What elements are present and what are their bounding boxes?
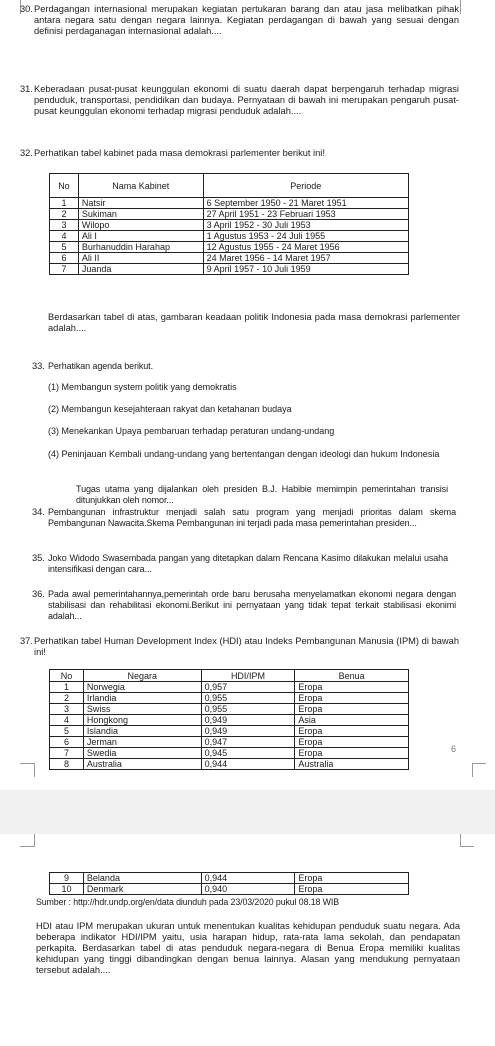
table-cell: 0,944 xyxy=(201,873,295,884)
table-cell: 0,945 xyxy=(201,748,295,759)
agenda-number: (2) xyxy=(48,404,59,414)
corner-mark xyxy=(34,834,35,847)
table-header-row xyxy=(50,174,409,198)
table-cell: Eropa xyxy=(295,704,409,715)
question-intro: Perhatikan agenda berikut. xyxy=(48,361,153,371)
page-number: 6 xyxy=(451,744,457,754)
table-header: Benua xyxy=(295,670,409,682)
hdi-table xyxy=(49,669,409,770)
page-gap xyxy=(0,790,495,834)
page-2 xyxy=(0,834,495,1046)
table-cell: 3 xyxy=(50,220,79,231)
table-cell: Belanda xyxy=(83,873,201,884)
question-number: 33. xyxy=(32,361,45,371)
agenda-item xyxy=(48,382,458,393)
table-cell: Eropa xyxy=(295,737,409,748)
table-cell: Eropa xyxy=(295,873,409,884)
question-text: HDI atau IPM merupakan ukuran untuk menentukan kualitas kehidupan penduduk suatu negara. Ada beberapa indikator HDI/IPM yaitu, usia harapan hidup, rata-rata lama sekolah, dan pendapatan perkapita. Berdasarkan tabel di atas penduduk negara-negara di Benua Eropa memiliki kualitas kehidupan yang tinggi dibandingkan dengan benua lainnya. Alasan yang mendukung pernyataan tersebut adalah.... xyxy=(36,921,460,975)
question-number: 35. xyxy=(32,553,45,563)
question-text: Joko Widodo Swasembada pangan yang ditetapkan dalam Rencana Kasimo dilakukan melalui usaha intensifikasi dengan cara... xyxy=(48,553,448,574)
table-row xyxy=(50,264,409,275)
table-cell: Jerman xyxy=(83,737,201,748)
table-cell: Ali II xyxy=(78,253,203,264)
table-cell: 6 September 1950 - 21 Maret 1951 xyxy=(203,198,408,209)
table-cell: Eropa xyxy=(295,884,409,895)
source-text: Sumber : http://hdr.undp.org/en/data diunduh pada 23/03/2020 pukul 08.18 WIB xyxy=(36,897,339,907)
table-cell: 0,940 xyxy=(201,884,295,895)
table-cell: Juanda xyxy=(78,264,203,275)
table-cell: 1 xyxy=(50,682,84,693)
table-row xyxy=(50,209,409,220)
table-cell: 9 April 1957 - 10 Juli 1959 xyxy=(203,264,408,275)
agenda-item xyxy=(48,426,458,437)
table-cell: 27 April 1951 - 23 Februari 1953 xyxy=(203,209,408,220)
question-32-prompt xyxy=(48,312,460,334)
question-number: 37. xyxy=(20,636,33,646)
table-cell: 0,947 xyxy=(201,737,295,748)
table-row xyxy=(50,220,409,231)
corner-mark xyxy=(472,763,486,777)
question-intro: Perhatikan tabel kabinet pada masa demokrasi parlementer berikut ini! xyxy=(34,148,325,158)
table-cell: Denmark xyxy=(83,884,201,895)
agenda-text: Peninjauan Kembali undang-undang yang bertentangan dengan ideologi dan hukum Indonesia xyxy=(61,449,440,459)
question-number: 31. xyxy=(20,84,33,94)
corner-mark xyxy=(20,763,34,777)
table-cell: Norwegia xyxy=(83,682,201,693)
table-header: Periode xyxy=(203,174,408,198)
question-text: Berdasarkan tabel di atas, gambaran keadaan politik Indonesia pada masa demokrasi parlementer adalah.... xyxy=(48,312,460,333)
table-cell: 7 xyxy=(50,748,84,759)
table-row xyxy=(50,198,409,209)
table-row xyxy=(50,759,409,770)
table-header: No xyxy=(50,174,79,198)
table-cell: Australia xyxy=(83,759,201,770)
corner-mark xyxy=(20,846,34,860)
table-cell: 7 xyxy=(50,264,79,275)
table-cell: 3 April 1952 - 30 Juli 1953 xyxy=(203,220,408,231)
table-cell: 4 xyxy=(50,715,84,726)
table-cell: 0,944 xyxy=(201,759,295,770)
table-row xyxy=(50,715,409,726)
agenda-item xyxy=(48,449,453,460)
table-cell: 0,955 xyxy=(201,704,295,715)
table-row xyxy=(50,231,409,242)
table-row xyxy=(50,704,409,715)
table-row xyxy=(50,693,409,704)
table-cell: Wilopo xyxy=(78,220,203,231)
table-cell: 1 xyxy=(50,198,79,209)
question-31 xyxy=(20,84,459,117)
corner-mark xyxy=(472,763,473,777)
corner-mark xyxy=(460,0,474,14)
agenda-number: (1) xyxy=(48,382,59,392)
table-header: HDI/IPM xyxy=(201,670,295,682)
table-source xyxy=(36,897,466,908)
question-37 xyxy=(20,636,459,658)
table-cell: 0,957 xyxy=(201,682,295,693)
table-header: No xyxy=(50,670,84,682)
table-cell: 2 xyxy=(50,209,79,220)
table-cell: 24 Maret 1956 - 14 Maret 1957 xyxy=(203,253,408,264)
table-cell: 0,949 xyxy=(201,726,295,737)
table-cell: Eropa xyxy=(295,682,409,693)
table-cell: 5 xyxy=(50,726,84,737)
table-cell: 5 xyxy=(50,242,79,253)
table-row xyxy=(50,242,409,253)
agenda-item xyxy=(48,404,458,415)
question-number: 34. xyxy=(32,507,45,517)
table-cell: Natsir xyxy=(78,198,203,209)
table-cell: Irlandia xyxy=(83,693,201,704)
corner-mark xyxy=(460,846,474,860)
table-cell: 6 xyxy=(50,253,79,264)
table-cell: 4 xyxy=(50,231,79,242)
table-cell: 0,955 xyxy=(201,693,295,704)
table-cell: 2 xyxy=(50,693,84,704)
table-cell: Sukiman xyxy=(78,209,203,220)
table-cell: Swedia xyxy=(83,748,201,759)
table-cell: 9 xyxy=(50,873,84,884)
corner-mark xyxy=(34,763,35,777)
table-header: Nama Kabinet xyxy=(78,174,203,198)
question-text: Tugas utama yang dijalankan oleh presiden B.J. Habibie memimpin pemerintahan transisi ditunjukkan oleh nomor... xyxy=(76,484,448,505)
table-row xyxy=(50,884,409,895)
agenda-text: Membangun system politik yang demokratis xyxy=(61,382,237,392)
table-row xyxy=(50,682,409,693)
table-row xyxy=(50,737,409,748)
question-number: 36. xyxy=(32,589,45,599)
table-cell: Hongkong xyxy=(83,715,201,726)
table-cell: Burhanuddin Harahap xyxy=(78,242,203,253)
cabinet-table xyxy=(49,173,409,275)
question-34 xyxy=(32,507,456,529)
question-number: 32. xyxy=(20,148,33,158)
hdi-table-continued xyxy=(49,872,409,895)
table-row xyxy=(50,748,409,759)
table-cell: Eropa xyxy=(295,693,409,704)
question-33-prompt xyxy=(76,484,448,506)
table-cell: 6 xyxy=(50,737,84,748)
question-text: Pada awal pemerintahannya,pemerintah orde baru berusaha menyelamatkan ekonomi negara dengan stabilisasi dan rehabilitasi ekonomi.Berikut ini pernyataan yang tidak tepat terkait stabilisasi ekonimi adalah... xyxy=(48,589,456,621)
table-cell: Australia xyxy=(295,759,409,770)
table-cell: Eropa xyxy=(295,726,409,737)
question-text: Pembangunan infrastruktur menjadi salah satu program yang menjadi prioritas dalam skema Pembangunan Nawacita.Skema Pembangunan ini terjadi pada masa pemerintahan presiden... xyxy=(48,507,456,528)
question-35 xyxy=(32,553,448,575)
table-row xyxy=(50,726,409,737)
table-cell: 12 Agustus 1955 - 24 Maret 1956 xyxy=(203,242,408,253)
question-33 xyxy=(32,361,460,372)
question-37-prompt xyxy=(36,921,460,976)
table-header-row xyxy=(50,670,409,682)
question-text: Keberadaan pusat-pusat keunggulan ekonomi di suatu daerah dapat berpengaruh terhadap migrasi penduduk, transportasi, pendidikan dan budaya. Pernyataan di bawah ini merupakan pengaruh pusat-pusat keunggulan ekonomi terhadap migrasi penduduk adalah.... xyxy=(34,84,459,116)
table-cell: Swiss xyxy=(83,704,201,715)
table-cell: 0,949 xyxy=(201,715,295,726)
question-32 xyxy=(20,148,459,159)
agenda-number: (4) xyxy=(48,449,59,459)
table-cell: Eropa xyxy=(295,748,409,759)
agenda-text: Menekankan Upaya pembaruan terhadap peraturan undang-undang xyxy=(61,426,335,436)
table-row xyxy=(50,873,409,884)
question-intro: Perhatikan tabel Human Development Index (HDI) atau Indeks Pembangunan Manusia (IPM) di bawah ini! xyxy=(34,636,459,657)
corner-mark xyxy=(460,834,461,847)
table-cell: Asia xyxy=(295,715,409,726)
table-cell: 3 xyxy=(50,704,84,715)
table-cell: Ali I xyxy=(78,231,203,242)
table-cell: 8 xyxy=(50,759,84,770)
table-cell: 1 Agustus 1953 - 24 Juli 1955 xyxy=(203,231,408,242)
question-30 xyxy=(20,4,459,37)
agenda-text: Membangun kesejahteraan rakyat dan ketahanan budaya xyxy=(61,404,292,414)
agenda-number: (3) xyxy=(48,426,59,436)
question-text: Perdagangan internasional merupakan kegiatan pertukaran barang dan atau jasa melibatkan pihak antara negara satu dengan negara lainnya. Kegiatan perdagangan di bawah yang sesuai dengan definisi perdaganagan internasional adalah.... xyxy=(34,4,459,36)
table-header: Negara xyxy=(83,670,201,682)
question-36 xyxy=(32,589,456,622)
table-row xyxy=(50,253,409,264)
question-number: 30. xyxy=(20,4,33,14)
table-cell: 10 xyxy=(50,884,84,895)
table-cell: Islandia xyxy=(83,726,201,737)
